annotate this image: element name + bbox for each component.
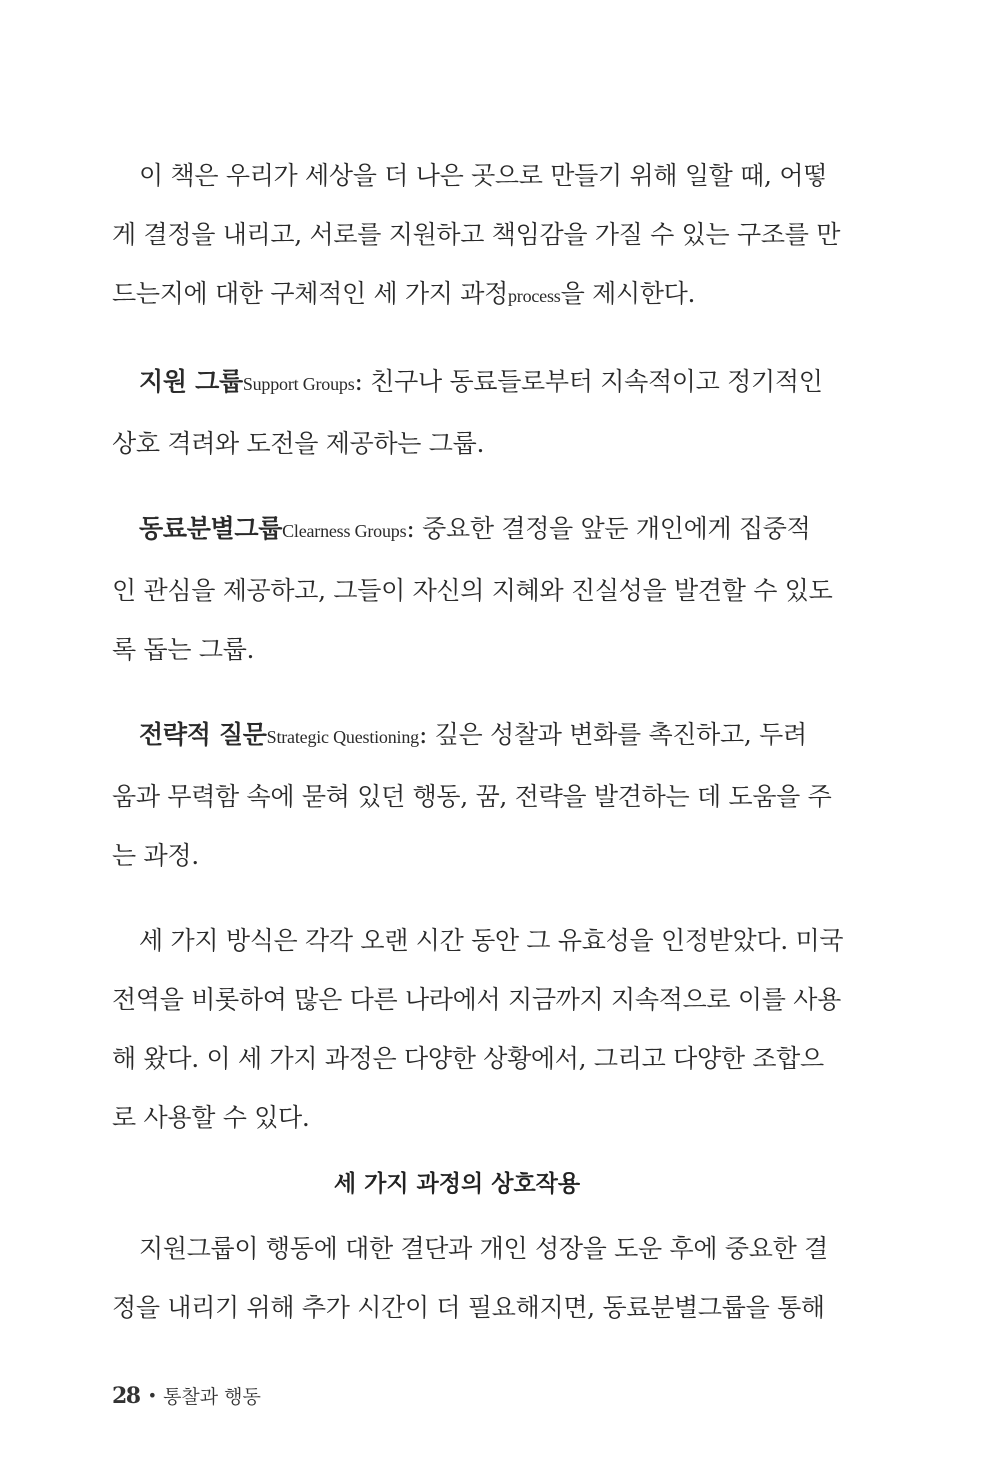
clearness-line-1-rest: : 중요한 결정을 앞둔 개인에게 집중적 bbox=[406, 514, 811, 543]
strategic-questioning-paragraph bbox=[112, 705, 832, 885]
support-groups-term: 지원 그룹 bbox=[139, 367, 243, 396]
section-line-2: 정을 내리기 위해 추가 시간이 더 필요해지면, 동료분별그룹을 통해 bbox=[112, 1293, 825, 1322]
methods-line-2: 전역을 비롯하여 많은 다른 나라에서 지금까지 지속적으로 이를 사용 bbox=[112, 985, 841, 1014]
strategic-questioning-term: 전략적 질문 bbox=[139, 720, 267, 749]
strategic-line-3: 는 과정. bbox=[112, 841, 199, 870]
strategic-questioning-term-en: Strategic Questioning bbox=[266, 727, 419, 747]
methods-paragraph bbox=[112, 911, 844, 1147]
clearness-line-2: 인 관심을 제공하고, 그들이 자신의 지혜와 진실성을 발견할 수 있도 bbox=[112, 576, 833, 605]
book-title: 통찰과 행동 bbox=[163, 1386, 261, 1408]
clearness-line-3: 록 돕는 그룹. bbox=[112, 635, 255, 664]
intro-line-3-text: 드는지에 대한 구체적인 세 가지 과정 bbox=[112, 279, 508, 308]
strategic-line-1-rest: : 깊은 성찰과 변화를 촉진하고, 두려 bbox=[418, 720, 807, 749]
process-term-en: process bbox=[508, 286, 561, 306]
strategic-line-2: 움과 무력함 속에 묻혀 있던 행동, 꿈, 전략을 발견하는 데 도움을 주 bbox=[112, 782, 832, 811]
support-groups-term-en: Support Groups bbox=[242, 374, 355, 394]
support-line-1 bbox=[112, 352, 823, 414]
methods-line-1: 세 가지 방식은 각각 오랜 시간 동안 그 유효성을 인정받았다. 미국 bbox=[139, 926, 844, 955]
intro-line-2: 게 결정을 내리고, 서로를 지원하고 책임감을 가질 수 있는 구조를 만 bbox=[112, 220, 841, 249]
support-line-1-rest: : 친구나 동료들로부터 지속적이고 정기적인 bbox=[354, 367, 823, 396]
bullet-separator: • bbox=[147, 1386, 158, 1405]
intro-paragraph bbox=[112, 146, 841, 326]
clearness-groups-term-en: Clearness Groups bbox=[282, 521, 407, 541]
intro-line-1: 이 책은 우리가 세상을 더 나은 곳으로 만들기 위해 일할 때, 어떻 bbox=[139, 161, 828, 190]
intro-line-3-end: 을 제시한다. bbox=[560, 279, 696, 308]
methods-line-4: 로 사용할 수 있다. bbox=[112, 1103, 310, 1132]
section-heading: 세 가지 과정의 상호작용 bbox=[333, 1171, 581, 1197]
clearness-groups-paragraph bbox=[112, 499, 833, 679]
page-number: 28 bbox=[112, 1383, 140, 1409]
support-line-2: 상호 격려와 도전을 제공하는 그룹. bbox=[112, 429, 485, 458]
support-groups-paragraph bbox=[112, 352, 823, 473]
page-footer bbox=[112, 1381, 261, 1413]
clearness-groups-term: 동료분별그룹 bbox=[139, 514, 283, 543]
intro-line-3 bbox=[112, 264, 802, 326]
methods-line-3: 해 왔다. 이 세 가지 과정은 다양한 상황에서, 그리고 다양한 조합으 bbox=[112, 1044, 824, 1073]
section-line-1: 지원그룹이 행동에 대한 결단과 개인 성장을 도운 후에 중요한 결 bbox=[139, 1234, 828, 1263]
section-paragraph bbox=[112, 1219, 828, 1337]
clearness-line-1 bbox=[112, 499, 811, 561]
strategic-line-1 bbox=[112, 705, 807, 767]
